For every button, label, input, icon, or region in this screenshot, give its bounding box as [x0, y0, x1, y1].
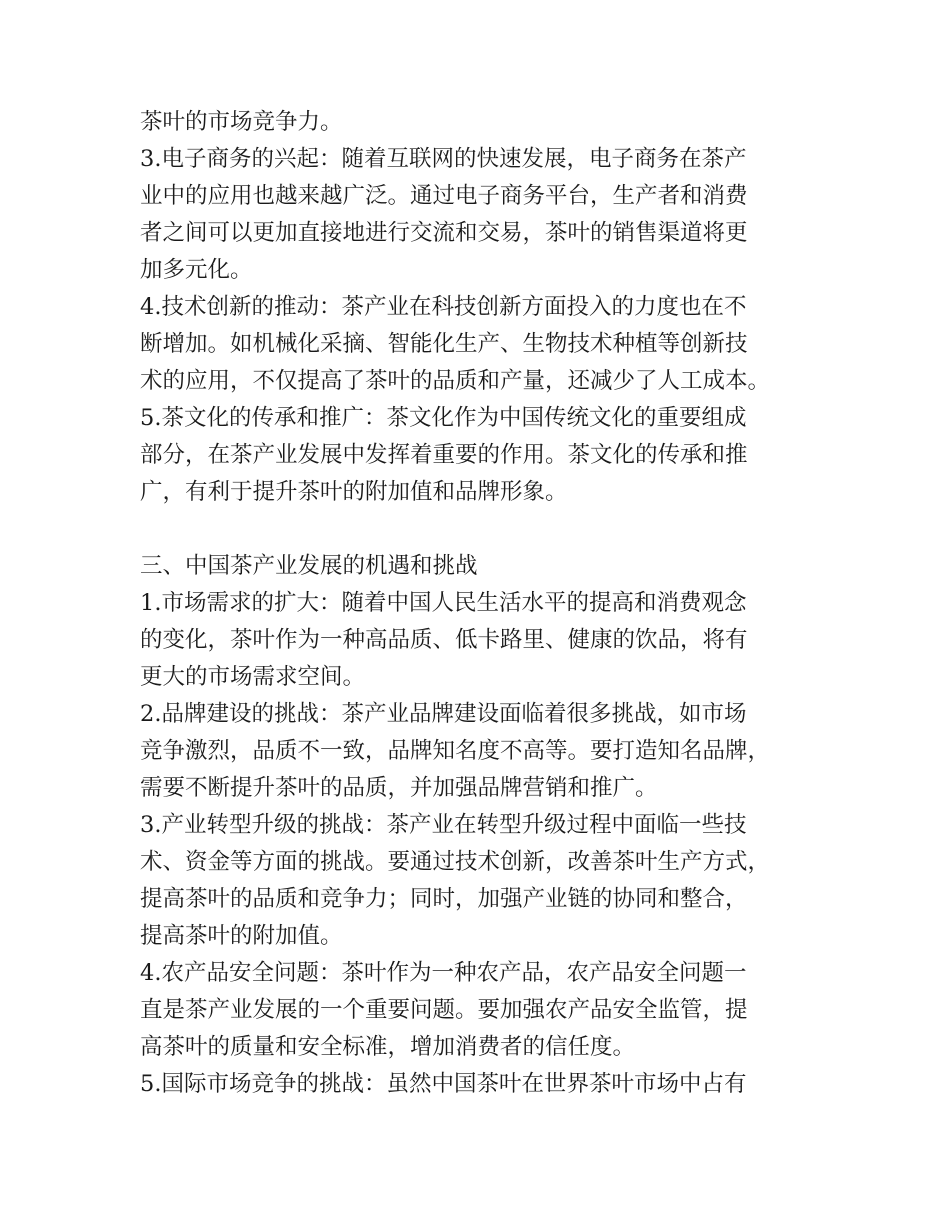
text-line: 需要不断提升茶叶的品质，并加强品牌营销和推广。 — [140, 775, 658, 801]
list-item-international-competition: 5.国际市场竞争的挑战：虽然中国茶叶在世界茶叶市场中占有 — [140, 1071, 747, 1097]
text-line: 断增加。如机械化采摘、智能化生产、生物技术种植等创新技 — [140, 331, 748, 357]
text-line: 者之间可以更加直接地进行交流和交易，茶叶的销售渠道将更 — [140, 220, 748, 246]
text-line: 业中的应用也越来越广泛。通过电子商务平台，生产者和消费 — [140, 183, 748, 209]
list-item-ecommerce: 3.电子商务的兴起：随着互联网的快速发展，电子商务在茶产 — [140, 146, 747, 172]
text-line: 加多元化。 — [140, 257, 253, 283]
text-line: 部分，在茶产业发展中发挥着重要的作用。茶文化的传承和推 — [140, 442, 748, 468]
text-line: 竞争激烈，品质不一致，品牌知名度不高等。要打造知名品牌， — [140, 738, 771, 764]
text-line: 术、资金等方面的挑战。要通过技术创新，改善茶叶生产方式， — [140, 849, 771, 875]
text-line: 高茶叶的质量和安全标准，增加消费者的信任度。 — [140, 1034, 636, 1060]
text-line: 提高茶叶的品质和竞争力；同时，加强产业链的协同和整合， — [140, 886, 748, 912]
list-item-industry-upgrade: 3.产业转型升级的挑战：茶产业在转型升级过程中面临一些技 — [140, 812, 747, 838]
list-item-brand-building: 2.品牌建设的挑战：茶产业品牌建设面临着很多挑战，如市场 — [140, 701, 747, 727]
text-line: 广，有利于提升茶叶的附加值和品牌形象。 — [140, 479, 568, 505]
list-item-food-safety: 4.农产品安全问题：茶叶作为一种农产品，农产品安全问题一 — [140, 960, 747, 986]
text-line: 的变化，茶叶作为一种高品质、低卡路里、健康的饮品，将有 — [140, 627, 748, 653]
list-item-tea-culture: 5.茶文化的传承和推广：茶文化作为中国传统文化的重要组成 — [140, 405, 747, 431]
document-body — [140, 104, 830, 1103]
text-line: 更大的市场需求空间。 — [140, 664, 366, 690]
section-heading: 三、中国茶产业发展的机遇和挑战 — [140, 553, 478, 579]
paragraph-spacer — [140, 511, 830, 548]
text-line: 术的应用，不仅提高了茶叶的品质和产量，还减少了人工成本。 — [140, 368, 771, 394]
list-item-tech-innovation: 4.技术创新的推动：茶产业在科技创新方面投入的力度也在不 — [140, 294, 747, 320]
list-item-market-demand: 1.市场需求的扩大：随着中国人民生活水平的提高和消费观念 — [140, 590, 747, 616]
text-line: 茶叶的市场竞争力。 — [140, 109, 343, 135]
text-line: 提高茶叶的附加值。 — [140, 923, 343, 949]
text-line: 直是茶产业发展的一个重要问题。要加强农产品安全监管，提 — [140, 997, 748, 1023]
